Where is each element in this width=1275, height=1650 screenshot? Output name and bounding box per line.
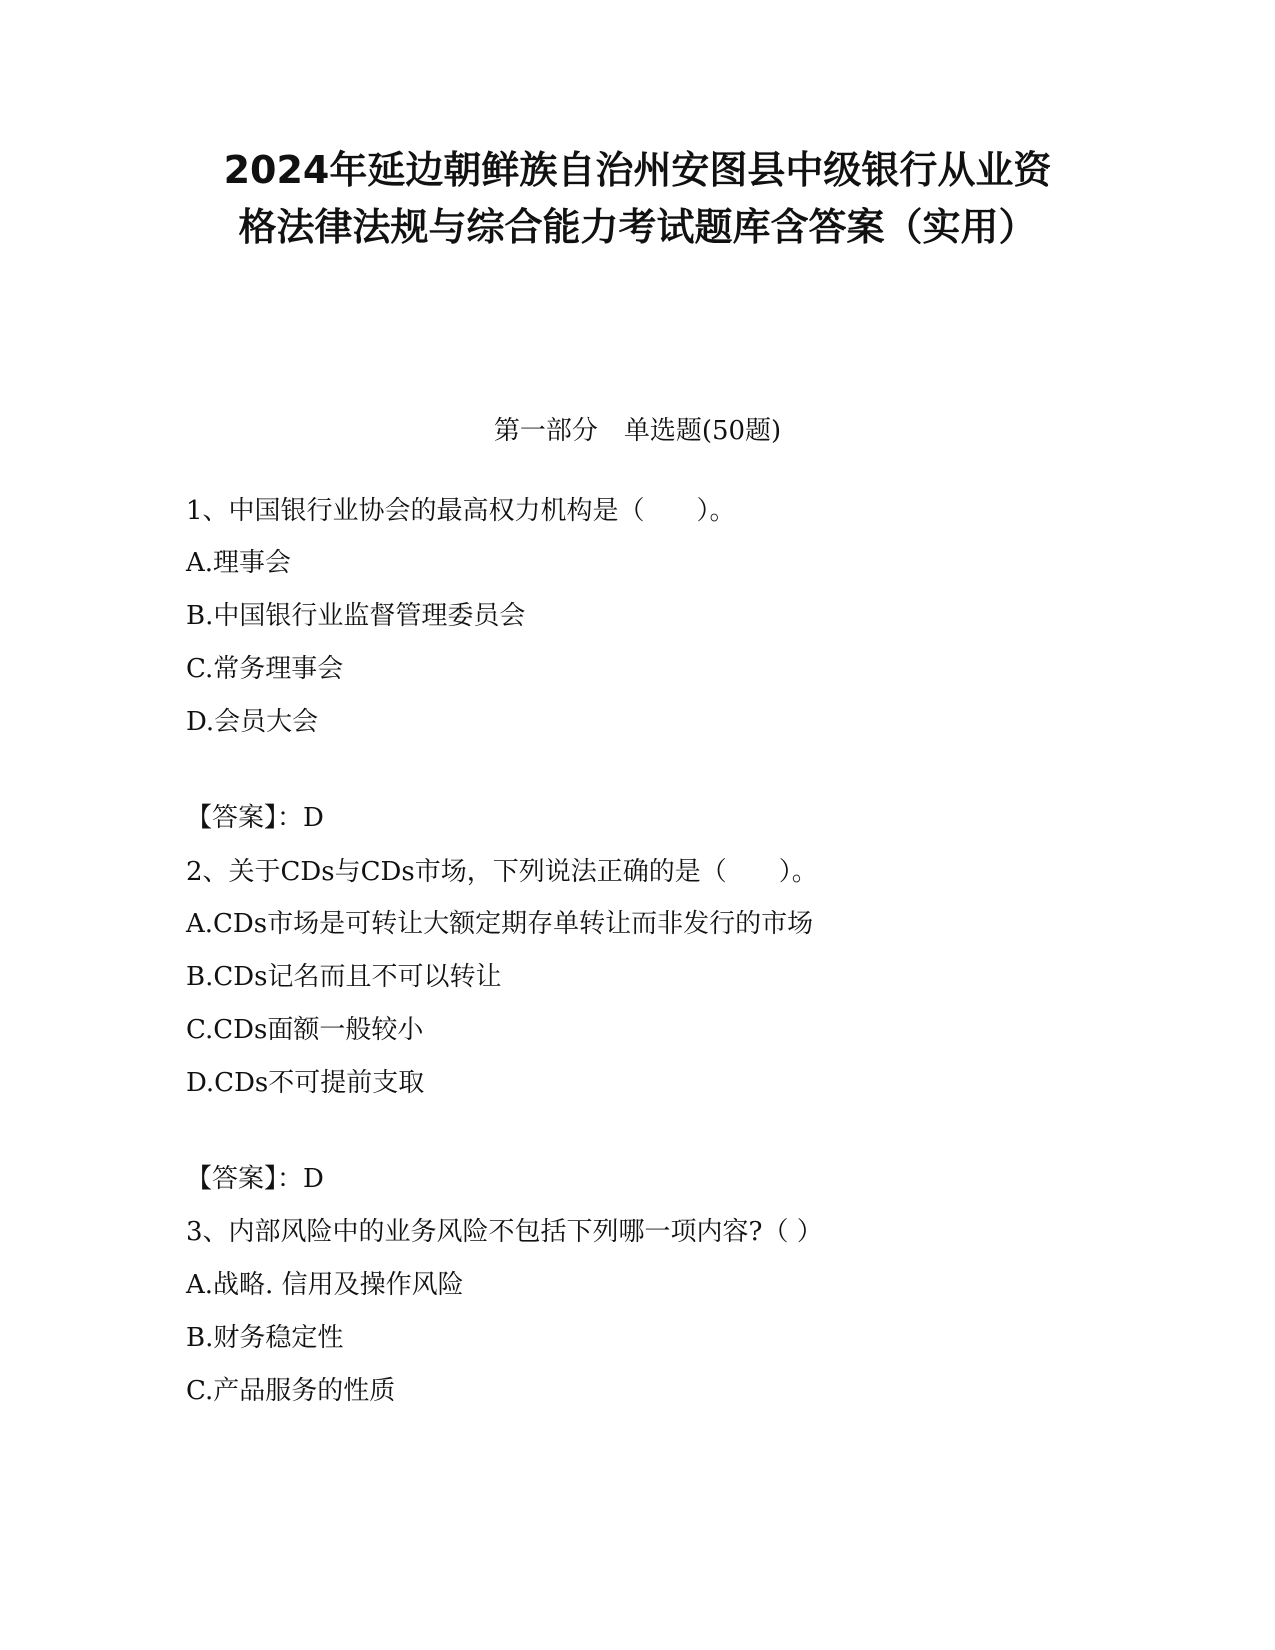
question-2-stem: 2、关于CDs与CDs市场，下列说法正确的是（ ）。 xyxy=(186,857,818,887)
question-1-stem: 1、中国银行业协会的最高权力机构是（ ）。 xyxy=(186,496,736,526)
question-3-option-b: B.财务稳定性 xyxy=(186,1323,344,1353)
question-2-option-d: D.CDs不可提前支取 xyxy=(186,1068,425,1098)
question-3-option-a: A.战略. 信用及操作风险 xyxy=(186,1270,464,1300)
title-line-1: 2024年延边朝鲜族自治州安图县中级银行从业资 xyxy=(223,148,1052,192)
question-2-option-a: A.CDs市场是可转让大额定期存单转让而非发行的市场 xyxy=(186,909,814,939)
title-line-2: 格法律法规与综合能力考试题库含答案（实用） xyxy=(238,205,1037,249)
question-3-option-c: C.产品服务的性质 xyxy=(186,1376,396,1406)
question-2-answer: 【答案】：D xyxy=(186,1164,324,1194)
question-2-option-b: B.CDs记名而且不可以转让 xyxy=(186,962,502,992)
question-3-stem: 3、内部风险中的业务风险不包括下列哪一项内容?（ ） xyxy=(186,1217,823,1247)
question-1-option-a: A.理事会 xyxy=(186,548,292,578)
question-1-option-c: C.常务理事会 xyxy=(186,654,344,684)
question-1-option-b: B.中国银行业监督管理委员会 xyxy=(186,601,526,631)
question-1-option-d: D.会员大会 xyxy=(186,707,319,737)
document-title xyxy=(150,142,1125,256)
question-1-answer: 【答案】：D xyxy=(186,803,324,833)
question-2-option-c: C.CDs面额一般较小 xyxy=(186,1015,424,1045)
section-heading: 第一部分 单选题(50题) xyxy=(493,416,782,446)
